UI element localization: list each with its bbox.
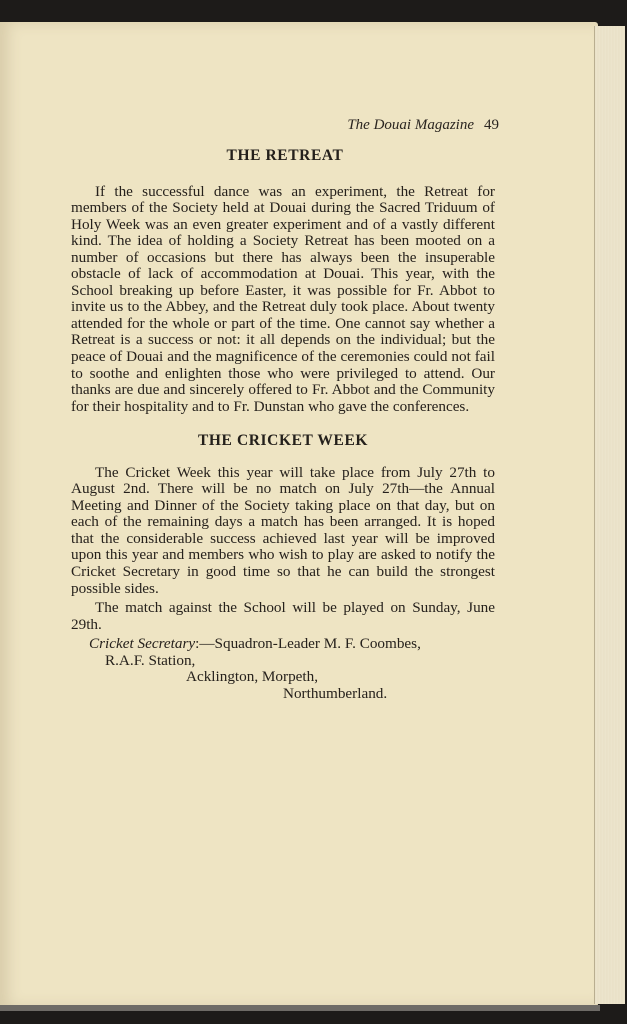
cricket-secretary-contact: [71, 636, 495, 702]
cricket-secretary-name: :—Squadron-Leader M. F. Coombes,: [195, 635, 421, 653]
page-number: 49: [484, 117, 499, 133]
section-heading-retreat: THE RETREAT: [226, 147, 344, 164]
cricket-secretary-label: Cricket Secretary: [89, 635, 196, 653]
address-line-1: R.A.F. Station,: [105, 651, 196, 669]
retreat-paragraph: If the successful dance was an experiment, the Retreat for members of the Society held at Douai during the Sacred Triduum of Holy Week was an even greater experiment and of a vastly different kind. The idea of holding a Society Retreat has been mooted on a number of occasions but there has always been the insuperable obstacle of lack of accommodation at Douai. This year, with the School breaking up before Easter, it was possible for Fr. Abbot to invite us to the Abbey, and the Retreat duly took place. About twenty attended for the whole or part of the time. One cannot say whether a Retreat is a success or not: it all depends on the individual; but the peace of Douai and the magnificence of the ceremonies could not fail to soothe and enlighten those who were privileged to attend. Our thanks are due and sincerely offered to Fr. Abbot and the Community for their hospitality and to Fr. Dunstan who gave the conferences.: [71, 182, 495, 415]
section-heading-cricket-week: THE CRICKET WEEK: [197, 432, 369, 450]
running-head: [347, 117, 499, 134]
cricket-paragraph-2: The match against the School will be played on Sunday, June 29th.: [71, 599, 495, 633]
address-line-2: Acklington, Morpeth,: [186, 668, 319, 686]
page-edges: [594, 26, 625, 1004]
cricket-paragraph-1: The Cricket Week this year will take place from July 27th to August 2nd. There will be no match on July 27th—the Annual Meeting and Dinner of the Society taking place on that day, but on each of the remaining days a match has been arranged. It is hoped that the considerable success achieved last year will be improved upon this year and members who wish to play are asked to notify the Cricket Secretary in good time so that he can build the strongest possible sides.: [71, 463, 495, 597]
address-line-3: Northumberland.: [283, 684, 388, 702]
book-cover-edge: [0, 1005, 600, 1011]
running-head-title: The Douai Magazine: [347, 117, 474, 133]
page-content: [71, 143, 495, 702]
